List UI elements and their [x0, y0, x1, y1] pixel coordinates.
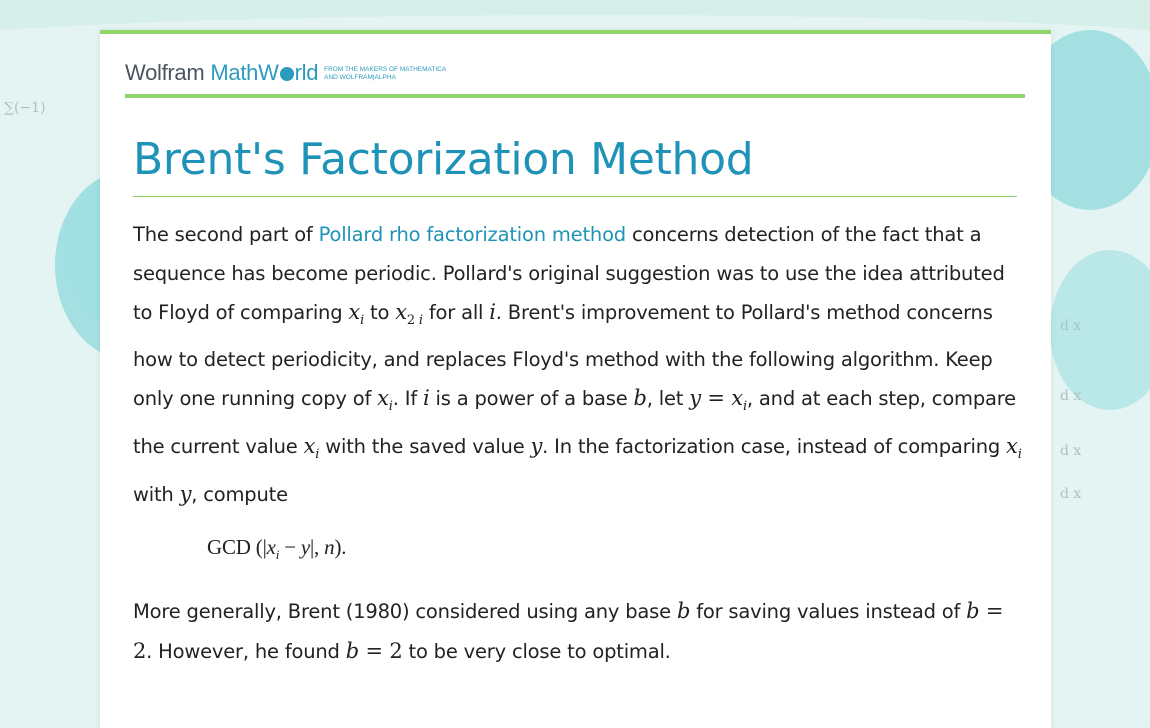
paragraph-2: [133, 592, 1023, 671]
text: to be very close to optimal.: [402, 639, 671, 663]
text: with: [133, 482, 180, 506]
logo-mathworld-part2: rld: [294, 60, 319, 85]
gcd-formula: GCD ($|x_i - y|$, n).: [207, 535, 347, 563]
logo-tagline: [324, 60, 446, 81]
math-b-equals-2: b = 2: [345, 638, 403, 663]
svg-text:d x: d x: [1060, 318, 1082, 334]
logo-tagline-line2: AND WOLFRAM|ALPHA: [324, 73, 396, 81]
logo-mathworld-text: [210, 60, 318, 86]
text: . In the factorization case, instead of comparing: [542, 434, 1007, 458]
text: for all: [422, 301, 490, 324]
svg-text:d x: d x: [1060, 388, 1082, 404]
logo-mathworld-part1: MathW: [210, 60, 279, 85]
math-y: y: [179, 481, 192, 506]
text: for saving values instead of: [690, 600, 967, 624]
article-card: [100, 30, 1051, 728]
paragraph-1: [133, 216, 1023, 514]
math-b-equals-2: b = 2: [133, 599, 1004, 663]
text: , compute: [191, 482, 288, 506]
math-y-equals-x-i: $y = x_i$: [689, 386, 747, 415]
math-x-i: $x_i$: [303, 433, 320, 463]
site-header: [125, 60, 1025, 98]
svg-text:d x: d x: [1060, 443, 1082, 459]
svg-text:∑(−1): ∑(−1): [4, 100, 46, 116]
text: More generally, Brent (1980) considered using any base: [133, 600, 677, 624]
wolfram-mathworld-logo[interactable]: [125, 60, 446, 90]
math-x-2i: $x_{2 i}$: [395, 300, 423, 329]
math-i: i: [489, 300, 496, 324]
text: . Brent's improvement to Pollard's method concerns how to detect periodicity, and replaces Floyd's method with the following algorithm. Keep only one running copy of: [133, 301, 993, 411]
math-x-i: $x_i$: [1006, 433, 1022, 463]
math-x-i: $x_i$: [377, 386, 393, 415]
math-b: b: [676, 599, 691, 624]
text: The second part of: [133, 223, 319, 246]
page-title: Brent's Factorization Method: [133, 130, 1017, 197]
text: is a power of a base: [429, 387, 634, 411]
text: with the saved value: [319, 434, 531, 458]
text: , let: [646, 387, 690, 411]
text: to: [364, 301, 396, 324]
logo-tagline-line1: FROM THE MAKERS OF MATHEMATICA: [324, 66, 447, 73]
math-y: y: [530, 433, 543, 458]
math-i: i: [422, 386, 430, 411]
article-body: [133, 216, 1023, 671]
globe-icon: [280, 67, 294, 81]
text: , and at each step, compare the current value: [133, 387, 1016, 458]
text: . However, he found: [146, 639, 346, 663]
logo-wolfram-text: Wolfram: [125, 60, 205, 85]
svg-text:d x: d x: [1060, 486, 1082, 502]
math-x-i: $x_i$: [348, 300, 365, 329]
text: concerns detection of the fact that a sequence has become periodic. Pollard's original suggestion was to use the idea attributed to Floyd of comparing: [133, 223, 1005, 324]
pollard-rho-link[interactable]: Pollard rho factorization method: [318, 223, 626, 246]
math-b: b: [633, 386, 647, 411]
text: . If: [392, 387, 423, 411]
